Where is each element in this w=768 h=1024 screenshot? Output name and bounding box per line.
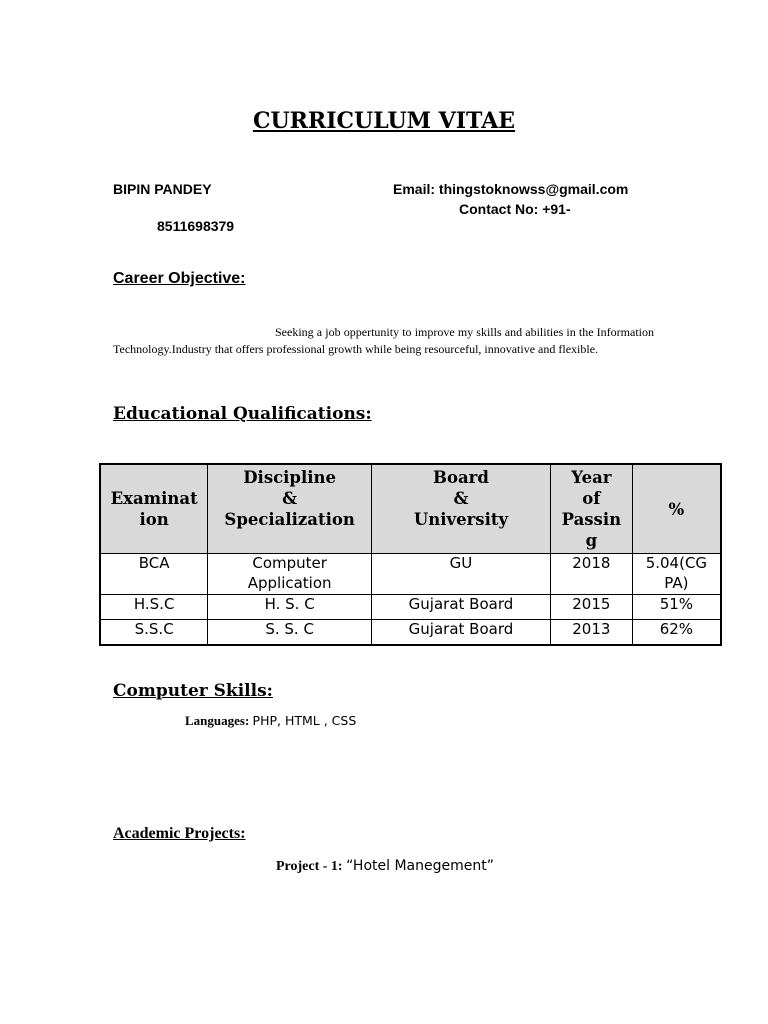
computer-skills-heading: Computer Skills:	[113, 681, 273, 701]
education-table	[99, 463, 722, 646]
cell-discipline: H. S. C	[208, 595, 372, 620]
cell-percent: 51%	[632, 595, 721, 620]
contact-label: Contact No: +91-	[459, 201, 571, 217]
languages-line	[185, 713, 356, 729]
cell-examination: BCA	[100, 554, 208, 595]
career-objective-text: Seeking a job oppertunity to improve my skills and abilities in the Information Technology.Industry that offers professional growth while being resourceful, innovative and flexible.	[113, 325, 654, 356]
cell-discipline: Computer Application	[208, 554, 372, 595]
candidate-name: BIPIN PANDEY	[113, 181, 212, 197]
document-title: CURRICULUM VITAE	[252, 108, 516, 134]
cell-board: Gujarat Board	[371, 620, 550, 646]
languages-value: PHP, HTML , CSS	[252, 713, 357, 728]
cell-examination: S.S.C	[100, 620, 208, 646]
table-header-row	[100, 464, 721, 554]
column-header-board: Board & University	[371, 464, 550, 554]
academic-projects-heading: Academic Projects:	[113, 825, 246, 842]
email-line: Email: thingstoknowss@gmail.com	[393, 181, 629, 197]
column-header-examination: Examinat ion	[100, 464, 208, 554]
table-row	[100, 620, 721, 646]
cell-year: 2013	[550, 620, 632, 646]
education-heading: Educational Qualifications:	[113, 404, 372, 424]
column-header-percent: %	[632, 464, 721, 554]
languages-label: Languages:	[185, 713, 250, 728]
phone-number: 8511698379	[157, 218, 235, 234]
table-row	[100, 595, 721, 620]
table-row	[100, 554, 721, 595]
cell-board: GU	[371, 554, 550, 595]
column-header-discipline: Discipline & Specialization	[208, 464, 372, 554]
cell-year: 2018	[550, 554, 632, 595]
cell-examination: H.S.C	[100, 595, 208, 620]
career-objective-heading: Career Objective:	[113, 270, 246, 287]
cell-year: 2015	[550, 595, 632, 620]
cell-discipline: S. S. C	[208, 620, 372, 646]
project-line	[276, 858, 494, 875]
project-title: “Hotel Manegement”	[346, 858, 494, 874]
cell-board: Gujarat Board	[371, 595, 550, 620]
cell-percent: 5.04(CG PA)	[632, 554, 721, 595]
cell-percent: 62%	[632, 620, 721, 646]
column-header-year: Year of Passin g	[550, 464, 632, 554]
project-label: Project - 1:	[276, 859, 343, 874]
